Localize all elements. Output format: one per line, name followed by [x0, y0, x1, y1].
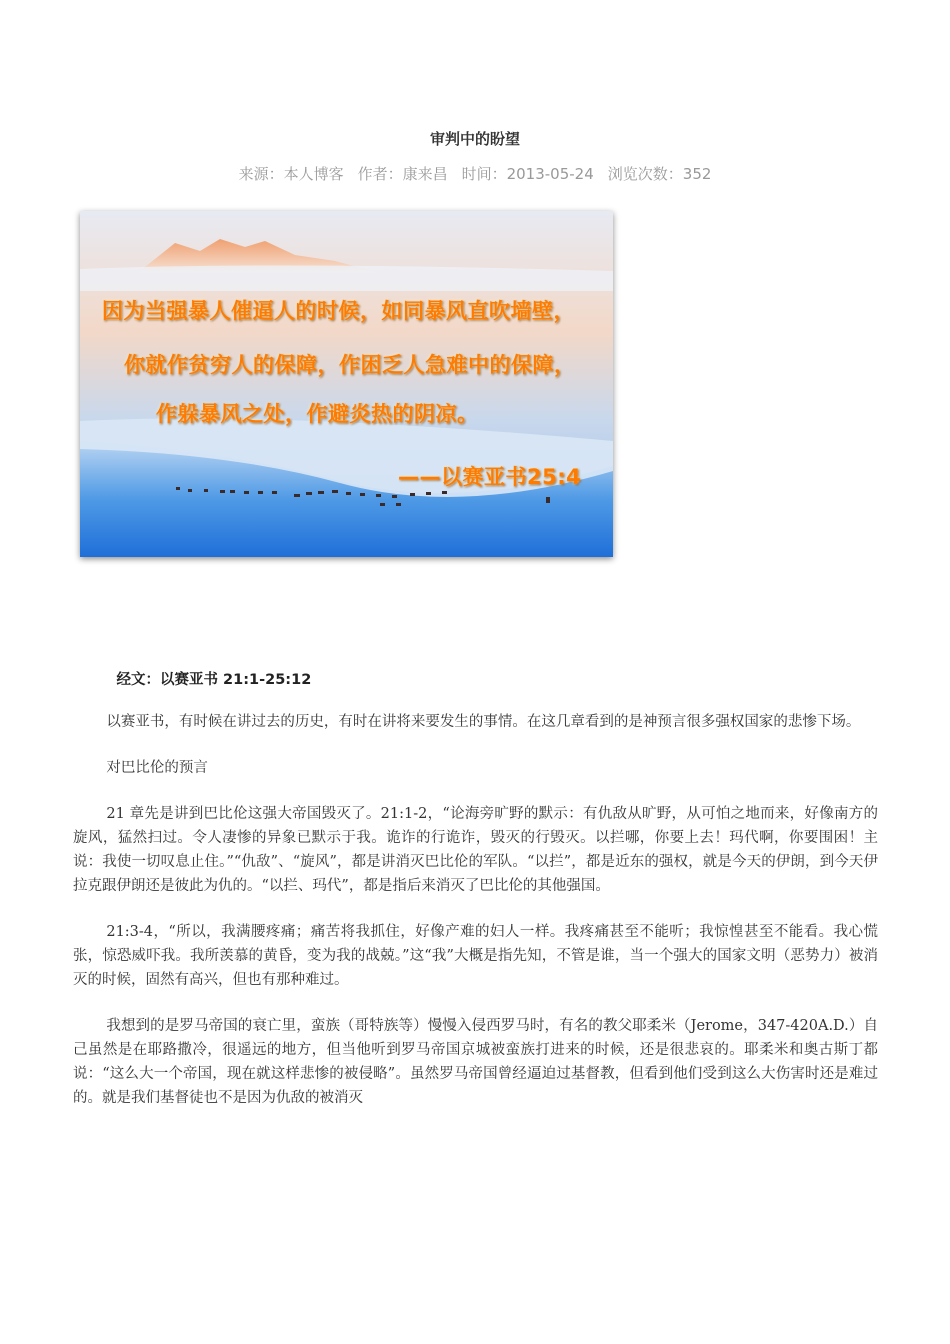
meta-source: 来源：本人博客: [238, 165, 344, 183]
body-paragraph: 我想到的是罗马帝国的衰亡里，蛮族（哥特族等）慢慢入侵西罗马时，有名的教父耶柔米（Jerome，347-420A.D.）自己虽然是在耶路撒冷，很遥远的地方，但当他听到罗马帝国京城被蛮族打进来的时候，还是很悲哀的。耶柔米和奥古斯丁都说：“这么大一个帝国，现在就这样悲惨的被侵略”。虽然罗马帝国曾经逼迫过基督教，但看到他们受到这么大伤害时还是难过的。就是我们基督徒也不是因为仇敌的被消灭: [73, 1018, 878, 1106]
section-heading: 对巴比伦的预言: [106, 760, 208, 776]
banner-verse-line-3: 作躲暴风之处，作避炎热的阴凉。: [156, 402, 479, 426]
article-title: 审判中的盼望: [429, 130, 520, 148]
banner-verse-reference: ——以赛亚书25:4: [398, 465, 582, 489]
snow-landscape-illustration: [80, 211, 613, 557]
meta-time: 时间：2013-05-24: [461, 165, 594, 183]
body-paragraph: 21 章先是讲到巴比伦这强大帝国毁灭了。21:1-2，“论海旁旷野的默示：有仇敌从旷野，从可怕之地而来，好像南方的旋风，猛然扫过。令人凄惨的异象已默示于我。诡诈的行诡诈，毁灭的行毁灭。以拦哪，你要上去！玛代啊，你要围困！主说：我使一切叹息止住。”“仇敌”、“旋风”，都是讲消灭巴比伦的军队。“以拦”，都是近东的强权，就是今天的伊朗，到今天伊拉克跟伊朗还是彼此为仇的。“以拦、玛代”，都是指后来消灭了巴比伦的其他强国。: [73, 806, 878, 894]
scripture-reference: 经文：以赛亚书 21:1-25:12: [116, 672, 312, 688]
banner-image: [80, 211, 613, 557]
banner-verse-line-2: 你就作贫穷人的保障，作困乏人急难中的保障，: [124, 353, 576, 377]
meta-author: 作者：康来昌: [357, 165, 448, 183]
article-meta: [0, 163, 950, 184]
meta-views: 浏览次数：352: [607, 165, 712, 183]
banner-verse-line-1: 因为当强暴人催逼人的时候，如同暴风直吹墙壁，: [102, 299, 575, 323]
article-body: [73, 668, 878, 1110]
body-paragraph: 以赛亚书，有时候在讲过去的历史，有时在讲将来要发生的事情。在这几章看到的是神预言很多强权国家的悲惨下场。: [106, 714, 861, 730]
body-paragraph: 21:3-4，“所以，我满腰疼痛；痛苦将我抓住，好像产难的妇人一样。我疼痛甚至不能听；我惊惶甚至不能看。我心慌张，惊恐威吓我。我所羡慕的黄昏，变为我的战兢。”这“我”大概是指先知，不管是谁，当一个强大的国家文明（恶势力）被消灭的时候，固然有高兴，但也有那种难过。: [73, 924, 878, 988]
